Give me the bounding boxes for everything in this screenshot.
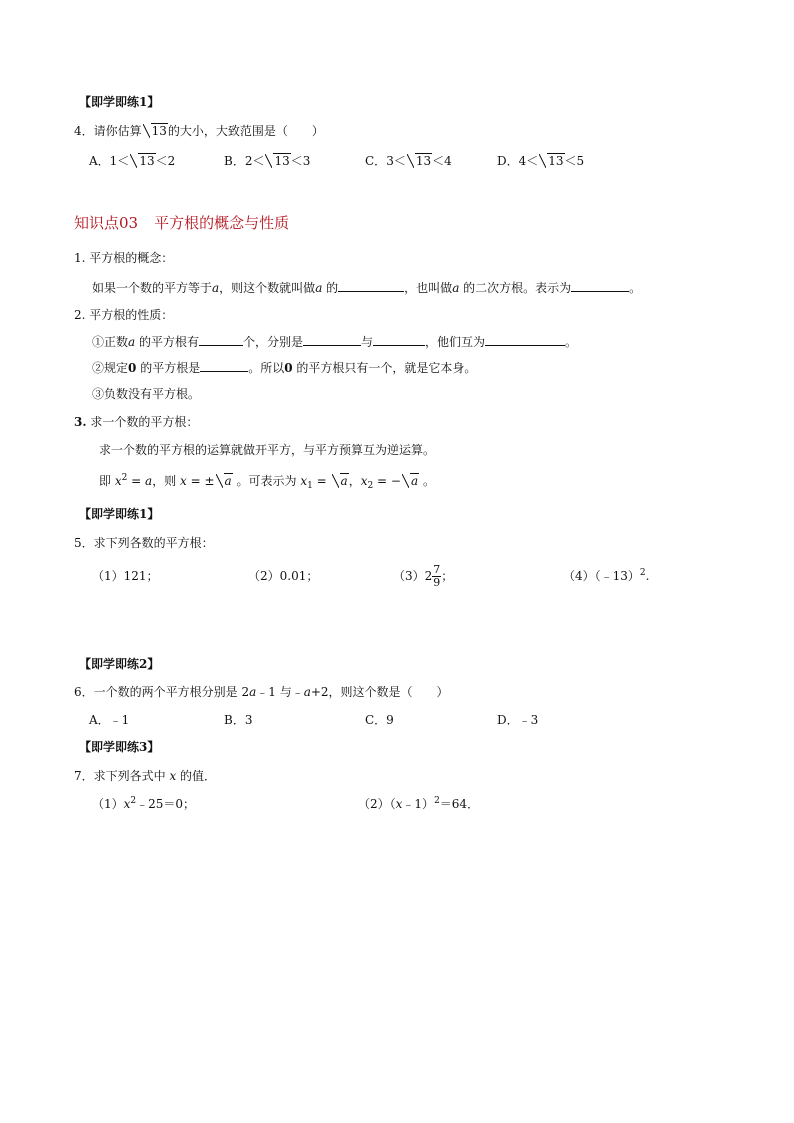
text-run: +2，则这个数是（ ）	[310, 685, 449, 699]
variable-x: x	[169, 769, 177, 783]
sqrt-symbol	[216, 473, 233, 489]
subscript: 1	[307, 481, 313, 491]
option-right: ＜5	[564, 154, 585, 168]
variable-a: a	[315, 281, 323, 295]
text-run: （1）	[92, 797, 124, 811]
fill-blank[interactable]	[485, 333, 565, 346]
variable-a: a	[212, 281, 220, 295]
radicand: 13	[415, 154, 432, 168]
option-right: ＜2	[155, 154, 176, 168]
variable-x: x	[114, 474, 122, 488]
text-run: （2）（	[358, 797, 396, 811]
text-run: ，	[348, 474, 361, 488]
item-label: （3）	[393, 569, 425, 583]
question-7	[74, 768, 216, 784]
text-run: 6．一个数的两个平方根分别是 2	[74, 685, 250, 699]
sqrt-symbol	[539, 153, 564, 169]
practice-tag-1: 【即学即练1】	[79, 95, 160, 109]
option-d	[497, 153, 584, 169]
text-run: ﹣1）	[402, 797, 435, 811]
practice-tag-2: 【即学即练2】	[79, 657, 160, 671]
radicand: a	[340, 474, 348, 488]
variable-a: a	[145, 474, 153, 488]
sqrt-symbol	[130, 153, 155, 169]
variable-a: a	[452, 281, 460, 295]
whole-part: 2	[424, 569, 433, 583]
exponent: 2	[130, 796, 137, 806]
variable-x: x	[180, 474, 187, 488]
sqrt-symbol	[265, 153, 290, 169]
variable-x: x	[360, 474, 368, 488]
practice-tag-3: 【即学即练3】	[79, 740, 160, 754]
heading-number: 3.	[74, 415, 87, 429]
text-run: 个，分别是	[243, 335, 304, 349]
exponent: 2	[121, 473, 128, 483]
text-run: ，则	[152, 474, 181, 488]
text-run: = ±	[186, 474, 215, 488]
q5-item-2: （2）0.01；	[248, 569, 319, 583]
property-3: ③负数没有平方根。	[92, 387, 201, 401]
text-run: .	[645, 569, 650, 583]
text-run: ①正数	[92, 335, 129, 349]
concept-1-heading: 1. 平方根的概念：	[74, 251, 174, 265]
q5-item-3	[393, 562, 453, 590]
q5-item-1: （1）121；	[92, 569, 159, 583]
option-label: B．	[224, 154, 245, 168]
text-run: 7．求下列各式中	[74, 769, 170, 783]
concept-3-desc: 求一个数的平方根的运算就做开平方，与平方预算互为逆运算。	[99, 443, 436, 457]
concept-2-heading: 2. 平方根的性质：	[74, 308, 174, 322]
text-run: =	[312, 474, 331, 488]
question-6	[74, 684, 449, 700]
section-heading	[74, 213, 289, 233]
option-left: 2＜	[244, 154, 265, 168]
variable-a: a	[249, 685, 257, 699]
text-run: 的	[322, 281, 339, 295]
text-run: 。所以	[248, 361, 285, 375]
q6-option-d: D．﹣3	[497, 713, 539, 727]
text-run: ﹣25＝0；	[136, 797, 196, 811]
variable-x: x	[395, 797, 403, 811]
fill-blank[interactable]	[338, 279, 404, 292]
option-b	[224, 153, 310, 169]
zero-digit: 0	[128, 361, 137, 375]
option-right: ＜3	[290, 154, 311, 168]
text-run: ＝64．	[439, 797, 480, 811]
text-run: = −	[373, 474, 401, 488]
text-run: ，则这个数就叫做	[219, 281, 316, 295]
text-run: ﹣1 与﹣	[256, 685, 304, 699]
mixed-number	[425, 562, 442, 590]
heading-text: 平方根的概念与性质	[154, 214, 290, 232]
text-run: ，他们互为	[425, 335, 486, 349]
variable-a: a	[303, 685, 311, 699]
text-run: 如果一个数的平方等于	[92, 281, 213, 295]
exponent: 2	[639, 568, 646, 578]
radicand: a	[224, 474, 232, 488]
text-run: ，也叫做	[404, 281, 453, 295]
fill-blank[interactable]	[303, 333, 361, 346]
property-2	[92, 359, 476, 376]
text-run: ②规定	[92, 361, 129, 375]
variable-x: x	[300, 474, 308, 488]
q7-equation-2	[358, 796, 479, 812]
text-run: 的平方根有	[135, 335, 199, 349]
subscript: 2	[367, 481, 374, 491]
radicand: 13	[151, 124, 167, 138]
text-run: 的平方根是	[136, 361, 201, 375]
q5-item-4	[563, 568, 649, 584]
zero-digit: 0	[284, 361, 293, 375]
question-4-suffix: 的大小，大致范围是（ ）	[167, 124, 324, 138]
sqrt-symbol	[407, 153, 432, 169]
practice-tag-1b: 【即学即练1】	[79, 507, 160, 521]
text-run: 与	[361, 335, 374, 349]
q6-option-b: B．3	[224, 713, 253, 727]
text-run: 。	[565, 335, 578, 349]
text-run: 。	[629, 281, 642, 295]
sqrt-symbol	[332, 473, 349, 489]
variable-x: x	[123, 797, 131, 811]
concept-1-text	[92, 279, 641, 296]
text-run: 。	[419, 474, 435, 488]
sqrt-symbol	[143, 123, 168, 139]
radicand: 13	[139, 154, 155, 168]
text-run: =	[127, 474, 146, 488]
option-left: 4＜	[518, 154, 539, 168]
question-5: 5．求下列各数的平方根：	[74, 536, 214, 550]
text-run: ；	[441, 569, 454, 583]
option-c	[365, 153, 452, 169]
text-run: 的二次方根。表示为	[459, 281, 572, 295]
option-right: ＜4	[432, 154, 452, 168]
q7-equation-1	[92, 796, 195, 812]
text-run: 即	[99, 474, 115, 488]
concept-3-formula	[99, 473, 435, 489]
text-run: 。可表示为	[232, 474, 301, 488]
option-left: 1＜	[109, 154, 130, 168]
fill-blank[interactable]	[373, 333, 425, 346]
text-run: 的平方根只有一个，就是它本身。	[292, 361, 477, 375]
property-1	[92, 333, 577, 350]
q6-option-a: A．﹣1	[89, 713, 130, 727]
numerator: 7	[433, 562, 441, 576]
text-run: 求一个数的平方根：	[86, 415, 199, 429]
option-label: A．	[89, 154, 110, 168]
concept-3-heading	[74, 414, 198, 430]
text-run: （4）（﹣13）	[563, 569, 640, 583]
radicand: 13	[548, 154, 564, 168]
variable-a: a	[128, 335, 136, 349]
fraction	[432, 564, 441, 589]
denominator: 9	[433, 575, 441, 589]
text-run: 的值．	[176, 769, 217, 783]
sqrt-symbol	[402, 473, 419, 489]
option-left: 3＜	[386, 154, 406, 168]
exponent: 2	[434, 796, 440, 806]
question-4	[74, 123, 324, 139]
radicand: a	[410, 474, 419, 488]
question-4-prefix: 4．请你估算	[74, 124, 142, 138]
option-label: D．	[497, 154, 519, 168]
q6-option-c: C．9	[365, 713, 394, 727]
radicand: 13	[274, 154, 290, 168]
fill-blank[interactable]	[199, 333, 243, 346]
heading-number: 知识点03	[74, 214, 139, 232]
fill-blank[interactable]	[200, 359, 248, 372]
option-a	[89, 153, 175, 169]
fill-blank[interactable]	[571, 279, 629, 292]
option-label: C．	[365, 154, 387, 168]
